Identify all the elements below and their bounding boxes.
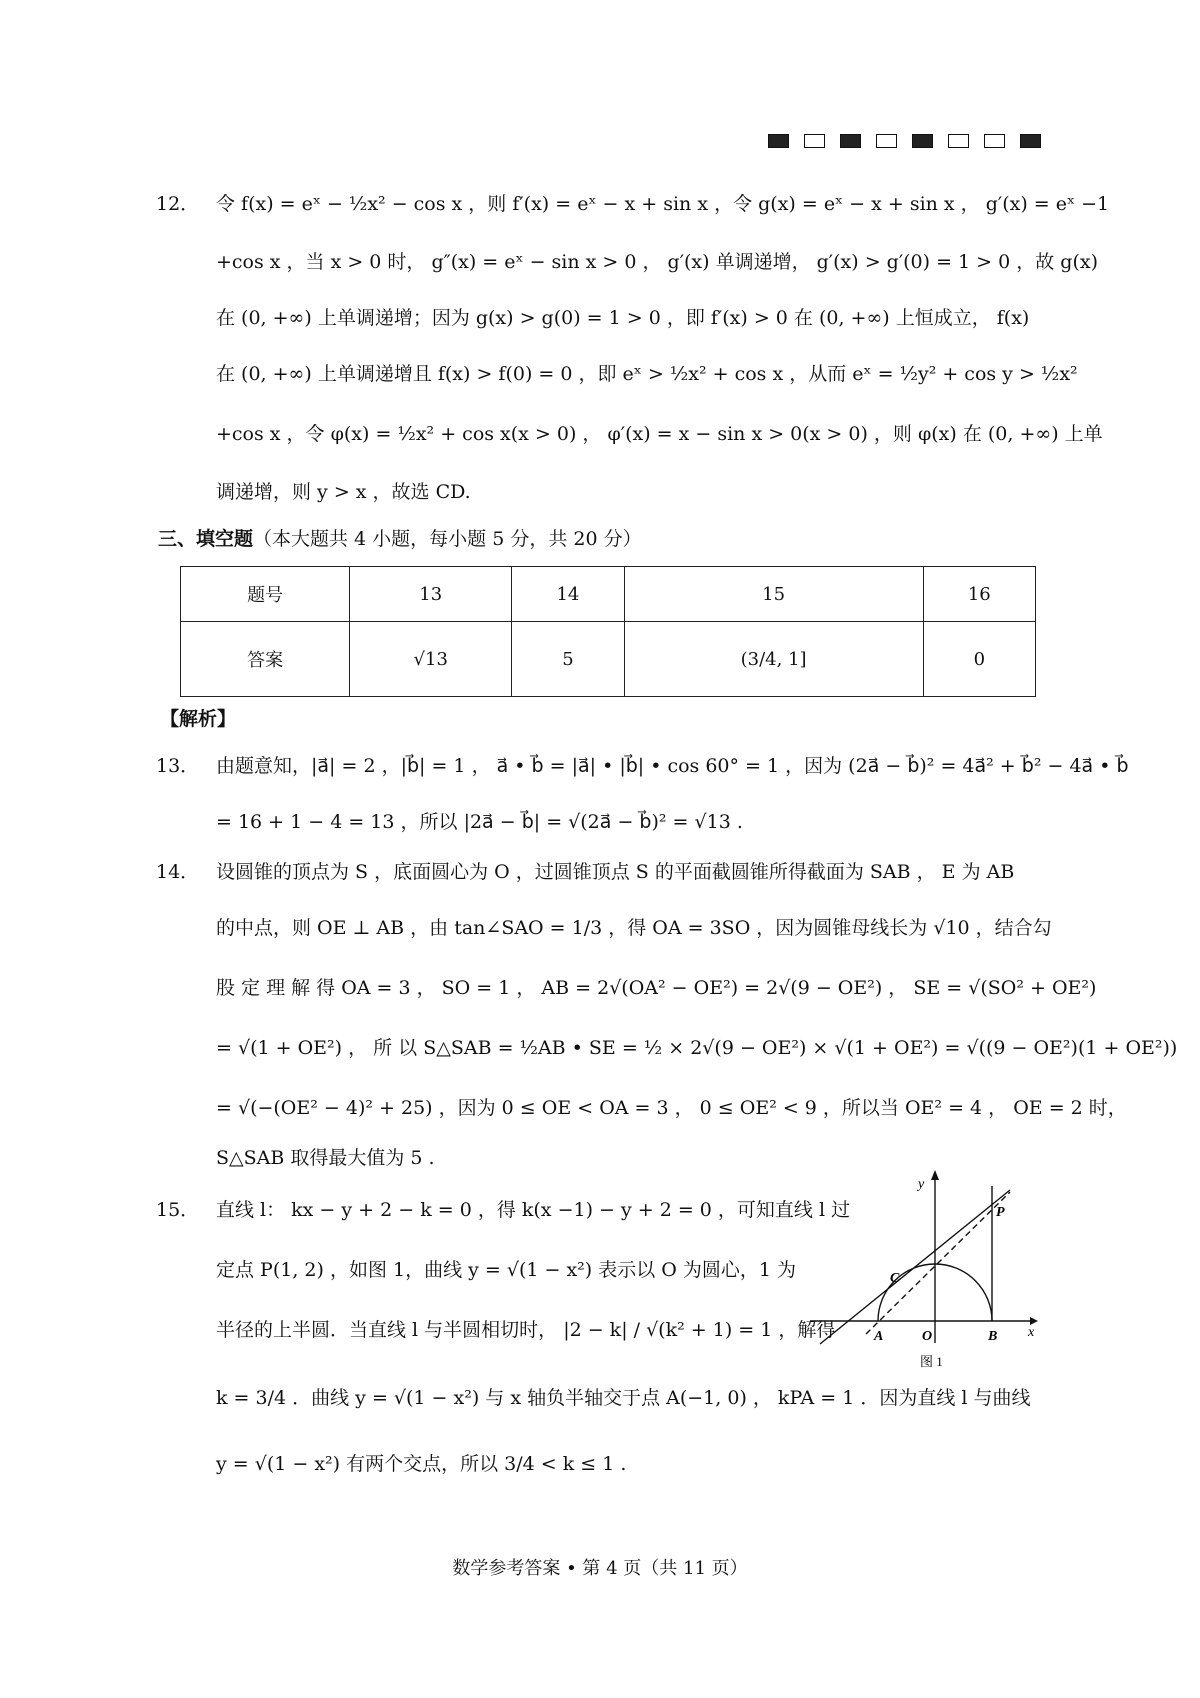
q12-line-3: 在 (0, +∞) 上单调递增；因为 g(x) > g(0) = 1 > 0 ，即 f′(x) > 0 在 (0, +∞) 上恒成立， f(x)	[216, 307, 1030, 329]
q12-line-4: 在 (0, +∞) 上单调递增且 f(x) > f(0) = 0 ，即 eˣ > ½x² + cos x ，从而 eˣ = ½y² + cos y > ½x²	[216, 363, 1078, 385]
answer-table	[180, 566, 1036, 697]
q12-line-1: 令 f(x) = eˣ − ½x² − cos x ，则 f′(x) = eˣ − x + sin x ，令 g(x) = eˣ − x + sin x ， g′(x) = eˣ −1	[216, 193, 1110, 215]
table-row	[181, 622, 1036, 697]
mark-block	[876, 134, 897, 148]
q12-line-2: +cos x ，当 x > 0 时， g″(x) = eˣ − sin x > 0 ， g′(x) 单调递增， g′(x) > g′(0) = 1 > 0 ，故 g(x)	[216, 251, 1099, 273]
q14-line-4: = √(1 + OE²) ， 所 以 S△SAB = ½AB • SE = ½ × 2√(9 − OE²) × √(1 + OE²) = √((9 − OE²)(1 + OE²))	[216, 1037, 1178, 1059]
mark-block	[768, 134, 789, 148]
table-cell: 题号	[181, 567, 350, 622]
table-cell: √13	[350, 622, 512, 697]
mark-block	[948, 134, 969, 148]
table-cell: 5	[512, 622, 624, 697]
table-cell: 15	[624, 567, 923, 622]
q13-line-1: 由题意知，|a⃗| = 2 ，|b⃗| = 1 ， a⃗ • b⃗ = |a⃗| • |b⃗| • cos 60° = 1 ，因为 (2a⃗ − b⃗)² = 4a⃗² + b⃗² − 4a⃗ • b⃗	[216, 755, 1129, 777]
label-o: O	[922, 1329, 933, 1344]
q15-line-1: 直线 l： kx − y + 2 − k = 0 ，得 k(x −1) − y + 2 = 0 ，可知直线 l 过	[216, 1199, 851, 1221]
table-cell: 14	[512, 567, 624, 622]
q14-line-6: S△SAB 取得最大值为 5 .	[216, 1147, 435, 1169]
q14-number: 14．	[156, 861, 200, 883]
q14-line-3: 股 定 理 解 得 OA = 3 ， SO = 1 ， AB = 2√(OA² − OE²) = 2√(9 − OE²) ， SE = √(SO² + OE²)	[216, 977, 1097, 999]
q15-line-4: k = 3/4 ．曲线 y = √(1 − x²) 与 x 轴负半轴交于点 A(−1, 0) ， kPA = 1 ．因为直线 l 与曲线	[216, 1387, 1031, 1409]
label-b: B	[988, 1329, 998, 1344]
section-title: 三、填空题	[158, 528, 254, 550]
analysis-heading: 【解析】	[160, 708, 237, 730]
label-y: y	[918, 1177, 925, 1192]
mark-block	[984, 134, 1005, 148]
label-x: x	[1028, 1325, 1035, 1340]
q12-number: 12．	[156, 193, 200, 215]
q12-line-6: 调递增，则 y > x ，故选 CD.	[216, 481, 471, 503]
section-note: （本大题共 4 小题，每小题 5 分，共 20 分）	[253, 528, 642, 550]
mark-block	[1020, 134, 1041, 148]
label-p: P	[996, 1205, 1005, 1220]
table-cell: (3/4, 1]	[624, 622, 923, 697]
q15-line-5: y = √(1 − x²) 有两个交点，所以 3/4 < k ≤ 1 .	[216, 1453, 627, 1475]
table-cell: 13	[350, 567, 512, 622]
q14-line-1: 设圆锥的顶点为 S ，底面圆心为 O ，过圆锥顶点 S 的平面截圆锥所得截面为 SAB ， E 为 AB	[216, 861, 1015, 883]
q15-line-2: 定点 P(1, 2) ，如图 1，曲线 y = √(1 − x²) 表示以 O 为圆心，1 为	[216, 1259, 797, 1281]
mark-block	[804, 134, 825, 148]
table-row	[181, 567, 1036, 622]
section-heading	[158, 524, 642, 551]
q14-line-2: 的中点，则 OE ⊥ AB ，由 tan∠SAO = 1/3 ，得 OA = 3SO ，因为圆锥母线长为 √10 ，结合勾	[216, 917, 1052, 939]
q15-line-3: 半径的上半圆．当直线 l 与半圆相切时， |2 − k| / √(k² + 1) = 1 ，解得	[216, 1319, 836, 1341]
figure-caption: 图 1	[920, 1354, 943, 1368]
table-cell: 0	[923, 622, 1035, 697]
header-marks	[768, 134, 1041, 148]
table-cell: 16	[923, 567, 1035, 622]
q13-line-2: = 16 + 1 − 4 = 13 ，所以 |2a⃗ − b⃗| = √(2a⃗ − b⃗)² = √13 .	[216, 811, 743, 833]
q12-line-5: +cos x ，令 φ(x) = ½x² + cos x(x > 0) ， φ′(x) = x − sin x > 0(x > 0) ，则 φ(x) 在 (0, +∞) 上单	[216, 423, 1103, 445]
page-footer: 数学参考答案 • 第 4 页（共 11 页）	[452, 1558, 748, 1579]
label-a: A	[874, 1329, 884, 1344]
y-axis-arrow	[931, 1170, 939, 1180]
figure-1	[810, 1168, 1046, 1368]
q14-line-5: = √(−(OE² − 4)² + 25) ，因为 0 ≤ OE < OA = 3 ， 0 ≤ OE² < 9 ，所以当 OE² = 4 ， OE = 2 时，	[216, 1097, 1127, 1119]
mark-block	[912, 134, 933, 148]
line-pa	[866, 1192, 1010, 1334]
mark-block	[840, 134, 861, 148]
label-c: C	[890, 1271, 900, 1286]
q13-number: 13．	[156, 755, 200, 777]
table-cell: 答案	[181, 622, 350, 697]
x-axis-arrow	[1030, 1317, 1038, 1325]
q15-number: 15．	[156, 1199, 200, 1221]
